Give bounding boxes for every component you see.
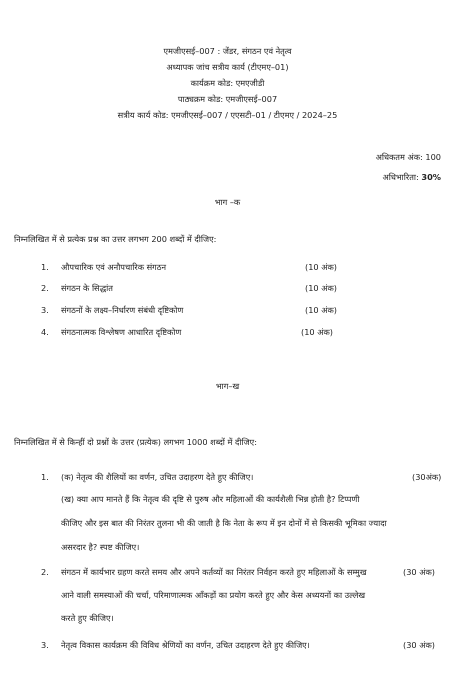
question-text: कीजिए और इस बात की निरंतर तुलना भी की जाती है कि नेता के रूप में इन दोनों में से किसकी भूमिका ज्यादा — [61, 518, 387, 528]
section-b-title: भाग–ख — [215, 381, 240, 391]
question-marks: (10 अंक) — [305, 283, 337, 293]
question-marks: (30अंक) — [412, 472, 442, 482]
question-number: 3. — [41, 640, 49, 650]
question-number: 4. — [41, 327, 49, 337]
question-text: (क) नेतृत्व की शैलियों का वर्णन, उचित उदाहरण देते हुए कीजिए। — [61, 472, 254, 482]
weightage-label: अधिभारिता: — [382, 172, 419, 182]
weightage-value: 30% — [421, 172, 441, 182]
section-b-instruction: निम्नलिखित में से किन्हीं दो प्रश्नों के उत्तर (प्रत्येक) लगभग 1000 शब्दों में दीजिए: — [14, 437, 257, 447]
question-text: करते हुए कीजिए। — [61, 613, 114, 623]
header-programme-code: कार्यक्रम कोड: एमएजीडी — [190, 78, 265, 88]
header-assignment-type: अध्यापक जांच सत्रीय कार्य (टीएमए–01) — [166, 62, 289, 72]
question-text: संगठनों के लक्ष्य–निर्धारण संबंधी दृष्टिकोण — [61, 305, 184, 315]
header-course-code: पाठ्यक्रम कोड: एमजीएसई–007 — [177, 94, 278, 104]
question-marks: (10 अंक) — [305, 305, 337, 315]
question-number: 1. — [41, 262, 49, 272]
header-assignment-code: सत्रीय कार्य कोड: एमजीएसई–007 / एएसटी–01 / टीएमए / 2024–25 — [117, 110, 338, 120]
question-text: (ख) क्या आप मानते हैं कि नेतृत्व की दृष्टि से पुरुष और महिलाओं की कार्यशैली भिन्न होती है? टिप्पणी — [61, 494, 360, 504]
question-text: औपचारिक एवं अनौपचारिक संगठन — [61, 262, 167, 272]
question-marks: (30 अंक) — [403, 567, 435, 577]
question-text: आने वाली समस्याओं की चर्चा, परिमाणात्मक आँकड़ों का प्रयोग करते हुए और केस अध्ययनों का उल्लेख — [61, 590, 366, 600]
section-a-instruction: निम्नलिखित में से प्रत्येक प्रश्न का उत्तर लगभग 200 शब्दों में दीजिए: — [14, 234, 217, 244]
question-number: 3. — [41, 305, 49, 315]
question-marks: (10 अंक) — [305, 262, 337, 272]
question-number: 1. — [41, 472, 49, 482]
question-marks: (30 अंक) — [403, 640, 435, 650]
question-number: 2. — [41, 567, 49, 577]
question-text: असरदार है? स्पष्ट कीजिए। — [61, 542, 140, 552]
question-number: 2. — [41, 283, 49, 293]
weightage — [382, 172, 441, 183]
question-text: संगठन के सिद्धांत — [61, 283, 113, 293]
question-marks: (10 अंक) — [301, 327, 333, 337]
max-marks: अधिकतम अंक: 100 — [375, 152, 441, 162]
header-course-title: एमजीएसई–007 : जेंडर, संगठन एवं नेतृत्व — [163, 46, 292, 56]
question-text: नेतृत्व विकास कार्यक्रम की विविध श्रेणियों का वर्णन, उचित उदाहरण देते हुए कीजिए। — [61, 640, 310, 650]
section-a-title: भाग –क — [214, 197, 241, 207]
question-text: संगठनात्मक विश्लेषण आधारित दृष्टिकोण — [61, 327, 182, 337]
question-text: संगठन में कार्यभार ग्रहण करते समय और अपने कर्तव्यों का निरंतर निर्वहन करते हुए महिलाओं के सम्मुख — [61, 567, 367, 577]
